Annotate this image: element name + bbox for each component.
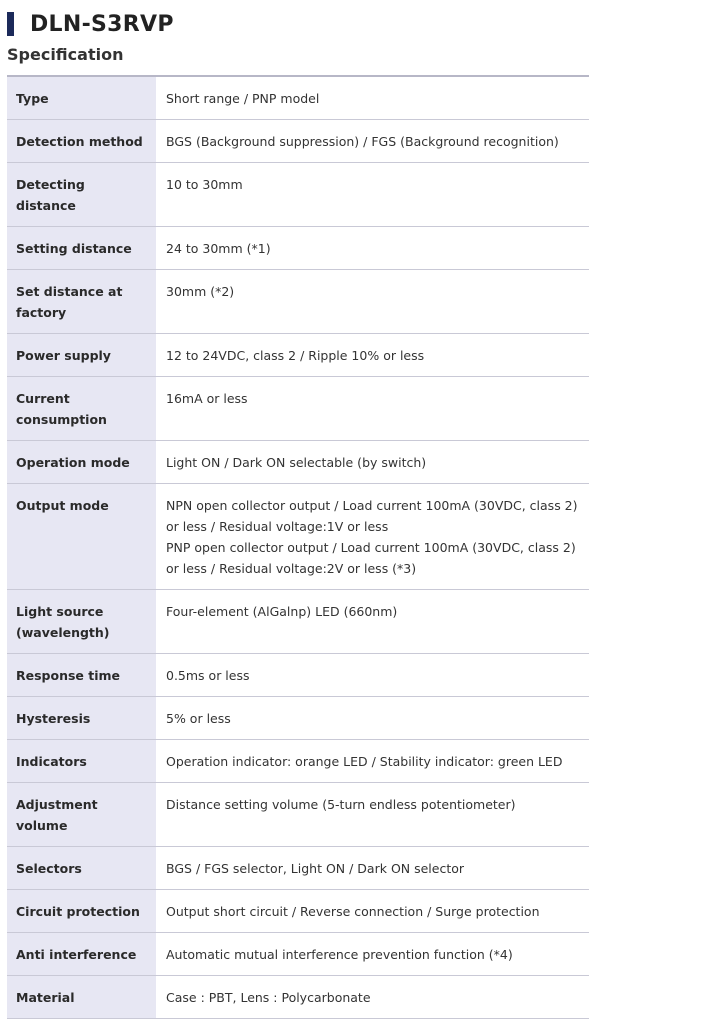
spec-row xyxy=(7,654,589,697)
spec-label: Response time xyxy=(7,654,156,697)
spec-value xyxy=(156,270,589,334)
spec-row xyxy=(7,76,589,120)
spec-row xyxy=(7,120,589,163)
spec-value-line: 5% or less xyxy=(166,711,231,726)
spec-label: Detecting distance xyxy=(7,163,156,227)
spec-value-line: Short range / PNP model xyxy=(166,91,320,106)
spec-value xyxy=(156,933,589,976)
spec-value xyxy=(156,654,589,697)
spec-row xyxy=(7,227,589,270)
spec-label: Set distance at factory xyxy=(7,270,156,334)
spec-value-line: NPN open collector output / Load current 100mA (30VDC, class 2) or less / Residual voltage:1V or less xyxy=(166,498,578,534)
spec-value xyxy=(156,76,589,120)
spec-value-line: Case : PBT, Lens : Polycarbonate xyxy=(166,990,371,1005)
spec-value xyxy=(156,890,589,933)
spec-value xyxy=(156,697,589,740)
spec-value-line: PNP open collector output / Load current 100mA (30VDC, class 2) or less / Residual voltage:2V or less (*3) xyxy=(166,540,576,576)
spec-value-line: Output short circuit / Reverse connection / Surge protection xyxy=(166,904,540,919)
spec-label: Material xyxy=(7,976,156,1019)
spec-value-line: 30mm (*2) xyxy=(166,284,235,299)
spec-table-body xyxy=(7,76,589,1019)
spec-row xyxy=(7,270,589,334)
spec-value xyxy=(156,163,589,227)
spec-table xyxy=(7,75,589,1019)
spec-value-line: Operation indicator: orange LED / Stability indicator: green LED xyxy=(166,754,563,769)
spec-value-line: 10 to 30mm xyxy=(166,177,243,192)
spec-value-line: BGS / FGS selector, Light ON / Dark ON selector xyxy=(166,861,465,876)
spec-row xyxy=(7,334,589,377)
spec-label: Current consumption xyxy=(7,377,156,441)
spec-value-line: Automatic mutual interference prevention function (*4) xyxy=(166,947,513,962)
spec-value xyxy=(156,484,589,590)
spec-value xyxy=(156,441,589,484)
spec-row xyxy=(7,740,589,783)
spec-label: Hysteresis xyxy=(7,697,156,740)
spec-value xyxy=(156,783,589,847)
spec-row xyxy=(7,590,589,654)
spec-row xyxy=(7,484,589,590)
spec-row xyxy=(7,847,589,890)
spec-label: Light source (wavelength) xyxy=(7,590,156,654)
spec-row xyxy=(7,163,589,227)
spec-value-line: 24 to 30mm (*1) xyxy=(166,241,271,256)
spec-label: Adjustment volume xyxy=(7,783,156,847)
spec-value-line: Light ON / Dark ON selectable (by switch) xyxy=(166,455,427,470)
spec-label: Detection method xyxy=(7,120,156,163)
spec-label: Power supply xyxy=(7,334,156,377)
spec-label: Output mode xyxy=(7,484,156,590)
spec-row xyxy=(7,377,589,441)
spec-value xyxy=(156,120,589,163)
spec-value xyxy=(156,377,589,441)
spec-value xyxy=(156,976,589,1019)
spec-row xyxy=(7,783,589,847)
spec-value-line: BGS (Background suppression) / FGS (Background recognition) xyxy=(166,134,559,149)
spec-value-line: 16mA or less xyxy=(166,391,248,406)
spec-label: Type xyxy=(7,76,156,120)
page-title: DLN-S3RVP xyxy=(30,11,174,37)
spec-label: Selectors xyxy=(7,847,156,890)
spec-value-line: Four-element (AlGalnp) LED (660nm) xyxy=(166,604,398,619)
spec-label: Operation mode xyxy=(7,441,156,484)
title-accent-bar xyxy=(7,12,14,36)
spec-value xyxy=(156,740,589,783)
section-title: Specification xyxy=(7,45,124,64)
spec-value xyxy=(156,227,589,270)
spec-label: Setting distance xyxy=(7,227,156,270)
page-header xyxy=(7,10,174,38)
spec-value xyxy=(156,590,589,654)
spec-row xyxy=(7,441,589,484)
spec-value-line: 0.5ms or less xyxy=(166,668,250,683)
spec-label: Anti interference xyxy=(7,933,156,976)
spec-value xyxy=(156,334,589,377)
spec-label: Indicators xyxy=(7,740,156,783)
spec-row xyxy=(7,933,589,976)
spec-value-line: Distance setting volume (5-turn endless potentiometer) xyxy=(166,797,516,812)
spec-row xyxy=(7,697,589,740)
spec-value xyxy=(156,847,589,890)
spec-row xyxy=(7,890,589,933)
spec-row xyxy=(7,976,589,1019)
spec-label: Circuit protection xyxy=(7,890,156,933)
spec-value-line: 12 to 24VDC, class 2 / Ripple 10% or less xyxy=(166,348,425,363)
